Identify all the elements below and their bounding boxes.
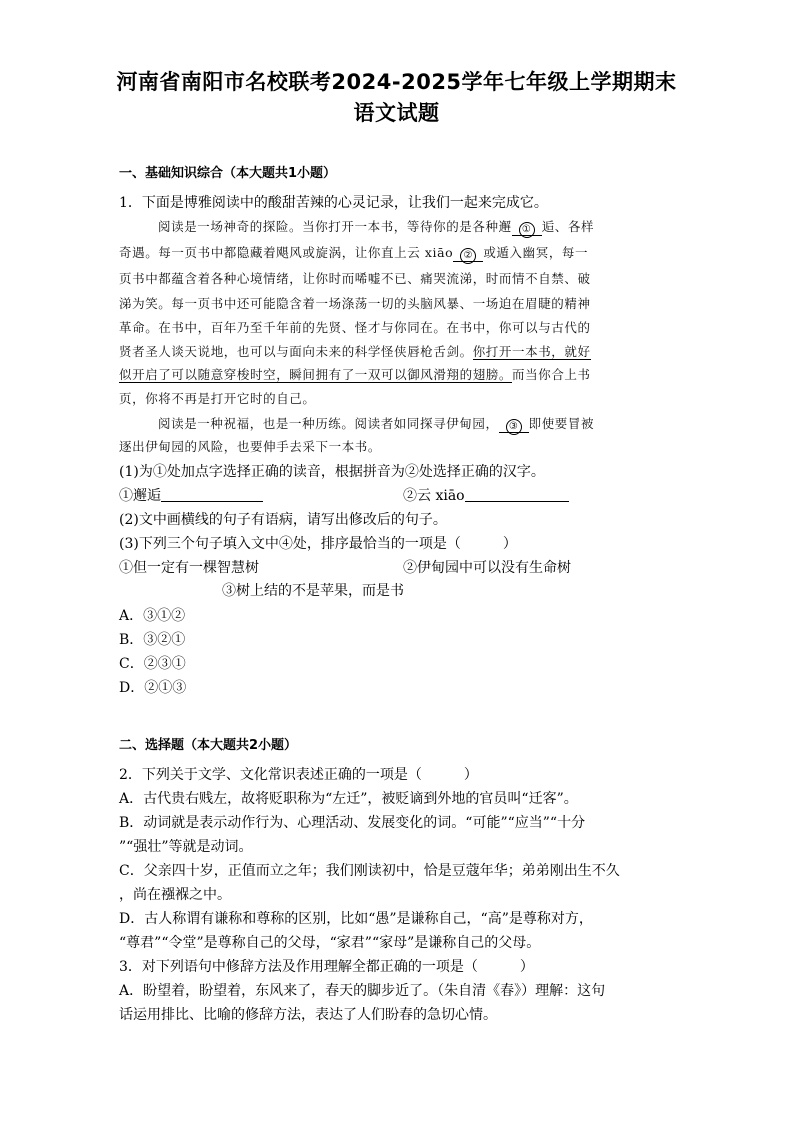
sentence-option-2: ②伊甸园中可以没有生命树	[403, 560, 571, 576]
passage-line-3: 页书中都蕴含着各种心境情绪，让你时而唏嘘不已、痛哭流涕，时而情不自禁、破	[119, 271, 591, 286]
question3-option-a[interactable]: A．盼望着，盼望着，东风来了，春天的脚步近了。（朱自清《春》）理解：这句	[119, 983, 606, 999]
subquestion-1-answer-b	[403, 485, 569, 505]
underlined-sentence: 你打开一本书，就好	[472, 344, 591, 359]
question1-stem: 1．下面是博雅阅读中的酸甜苦辣的心灵记录，让我们一起来完成它。	[119, 195, 548, 211]
question2-option-c-cont: ，尚在襁褓之中。	[119, 887, 231, 903]
section2-header: 二、选择题（本大题共2小题）	[119, 738, 298, 753]
passage-line-2	[119, 243, 588, 262]
answer-blank-a[interactable]	[161, 487, 263, 502]
section1-header: 一、基础知识综合（本大题共1小题）	[119, 166, 337, 181]
blank-2	[453, 247, 483, 262]
subquestion-1: (1)为①处加点字选择正确的读音，根据拼音为②处选择正确的汉字。	[119, 464, 545, 480]
passage-line-8: 页，你将不再是打开它时的自己。	[119, 391, 316, 406]
passage-text: 逅、各样	[541, 219, 595, 234]
question2-option-b-cont: ”“强壮”等就是动词。	[119, 839, 253, 855]
answer-blank-b[interactable]	[465, 487, 569, 502]
passage-text: 而当你合上书	[512, 367, 591, 382]
exam-title-line1: 河南省南阳市名校联考2024-2025学年七年级上学期期末	[116, 70, 677, 94]
choice-b[interactable]: B．③②①	[119, 632, 186, 648]
passage-text: 即使要冒被	[528, 416, 595, 431]
passage-line-7	[119, 365, 591, 383]
question3-stem: 3．对下列语句中修辞方法及作用理解全都正确的一项是（ ）	[119, 959, 534, 975]
passage-text: 阅读是一场神奇的探险。当你打开一本书，等待你的是各种邂	[158, 219, 512, 234]
question2-option-a[interactable]: A．古代贵右贱左，故将贬职称为“左迁”，被贬谪到外地的官员叫“迁客”。	[119, 791, 578, 807]
exam-title-line2: 语文试题	[353, 101, 440, 125]
subquestion-1-answers	[119, 485, 263, 505]
subquestion-3: (3)下列三个句子填入文中④处，排序最恰当的一项是（ ）	[119, 536, 517, 552]
passage-line-10: 逐出伊甸园的风险，也要伸手去采下一本书。	[119, 439, 382, 454]
question2-stem: 2．下列关于文学、文化常识表述正确的一项是（ ）	[119, 767, 478, 783]
passage-text: 或遁入幽冥，每一	[483, 245, 589, 260]
passage-text: 奇遇。每一页书中都隐藏着飓风或旋涡，让你直上云 xiāo	[119, 245, 454, 260]
passage-text: 贤者圣人谈天说地，也可以与面向未来的科学怪侠唇枪舌剑。	[119, 344, 473, 359]
question2-option-c[interactable]: C．父亲四十岁，正值而立之年；我们刚读初中，恰是豆蔻年华；弟弟刚出生不久	[119, 863, 620, 879]
question2-option-d[interactable]: D．古人称谓有谦称和尊称的区别，比如“愚”是谦称自己，“高”是尊称对方，	[119, 911, 593, 927]
subquestion-2: (2)文中画横线的句子有语病，请写出修改后的句子。	[119, 512, 447, 528]
sentence-option-3: ③树上结的不是苹果，而是书	[222, 583, 404, 599]
question2-option-b[interactable]: B．动词就是表示动作行为、心理活动、发展变化的词。“可能”“应当”“十分	[119, 815, 586, 831]
blank-marker-2: ②	[460, 248, 476, 264]
passage-line-1	[158, 217, 594, 236]
choice-d[interactable]: D．②①③	[119, 680, 187, 696]
blank-marker-3: ③	[506, 419, 522, 435]
question3-option-a-cont: 话运用排比、比喻的修辞方法，表达了人们盼春的急切心情。	[119, 1007, 497, 1023]
answer-label-a: ①邂逅	[119, 488, 161, 504]
blank-3	[499, 418, 529, 433]
blank-marker-1: ①	[519, 222, 535, 238]
passage-line-9	[158, 414, 594, 433]
question2-option-d-cont: “尊君”“令堂”是尊称自己的父母，“家君”“家母”是谦称自己的父母。	[119, 935, 541, 951]
blank-1	[512, 221, 542, 236]
choice-a[interactable]: A．③①②	[119, 608, 186, 624]
passage-line-5: 革命。在书中，百年乃至千年前的先贤、怪才与你同在。在书中，你可以与古代的	[119, 320, 591, 335]
sentence-option-1: ①但一定有一棵智慧树	[119, 560, 259, 576]
underlined-sentence: 似开启了可以随意穿梭时空，瞬间拥有了一双可以御风滑翔的翅膀。	[119, 367, 513, 382]
passage-text: 阅读是一种祝福，也是一种历练。阅读者如同探寻伊甸园，	[158, 416, 499, 431]
choice-c[interactable]: C．②③①	[119, 656, 186, 672]
passage-line-4: 涕为笑。每一页书中还可能隐含着一场涤荡一切的头脑风暴、一场迫在眉睫的精神	[119, 296, 591, 311]
answer-label-b: ②云 xiāo	[403, 488, 465, 504]
passage-line-6	[119, 342, 591, 360]
